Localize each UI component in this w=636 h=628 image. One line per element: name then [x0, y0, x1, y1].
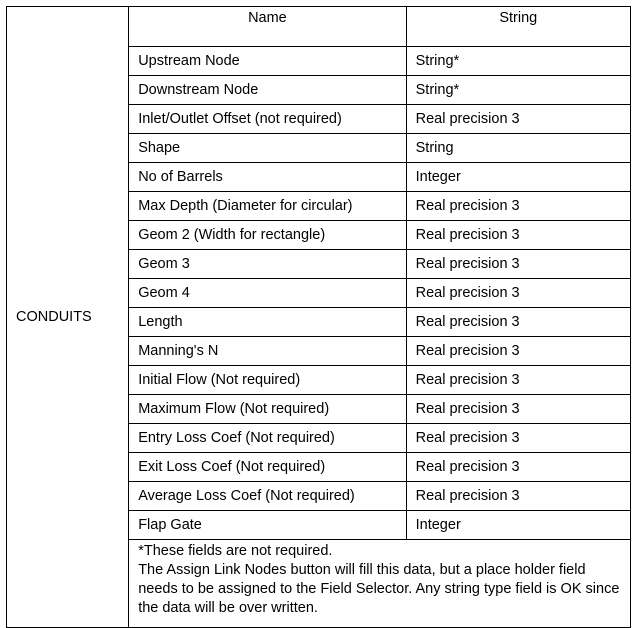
- field-name-cell: Manning's N: [129, 337, 406, 366]
- field-name-cell: Maximum Flow (Not required): [129, 395, 406, 424]
- field-type-cell: Real precision 3: [406, 424, 630, 453]
- note-cell: [129, 540, 631, 628]
- field-name-cell: Shape: [129, 134, 406, 163]
- section-label-conduits: CONDUITS: [7, 7, 129, 628]
- field-type-cell: Real precision 3: [406, 337, 630, 366]
- header-type: String: [406, 7, 630, 47]
- field-type-cell: String*: [406, 76, 630, 105]
- field-name-cell: Upstream Node: [129, 47, 406, 76]
- field-type-cell: Real precision 3: [406, 221, 630, 250]
- note-line-assign-link-nodes: The Assign Link Nodes button will fill this data, but a place holder field needs to be assigned to the Field Selector. Any string type field is OK since the data will be over written.: [138, 562, 620, 616]
- field-name-cell: Flap Gate: [129, 511, 406, 540]
- field-type-cell: Real precision 3: [406, 192, 630, 221]
- field-type-cell: String*: [406, 47, 630, 76]
- header-name: Name: [129, 7, 406, 47]
- field-type-cell: Real precision 3: [406, 105, 630, 134]
- field-name-cell: Average Loss Coef (Not required): [129, 482, 406, 511]
- field-name-cell: Geom 4: [129, 279, 406, 308]
- field-type-cell: Real precision 3: [406, 453, 630, 482]
- field-name-cell: Downstream Node: [129, 76, 406, 105]
- field-type-cell: Integer: [406, 163, 630, 192]
- conduits-field-table: [6, 6, 631, 628]
- field-name-cell: Length: [129, 308, 406, 337]
- field-name-cell: Max Depth (Diameter for circular): [129, 192, 406, 221]
- field-name-cell: Inlet/Outlet Offset (not required): [129, 105, 406, 134]
- field-type-cell: Real precision 3: [406, 395, 630, 424]
- field-name-cell: Initial Flow (Not required): [129, 366, 406, 395]
- field-name-cell: Exit Loss Coef (Not required): [129, 453, 406, 482]
- field-name-cell: Geom 2 (Width for rectangle): [129, 221, 406, 250]
- table-header-row: [7, 7, 631, 47]
- field-type-cell: Real precision 3: [406, 482, 630, 511]
- field-type-cell: Integer: [406, 511, 630, 540]
- field-name-cell: Entry Loss Coef (Not required): [129, 424, 406, 453]
- field-name-cell: Geom 3: [129, 250, 406, 279]
- field-type-cell: Real precision 3: [406, 308, 630, 337]
- field-type-cell: Real precision 3: [406, 250, 630, 279]
- field-type-cell: String: [406, 134, 630, 163]
- field-type-cell: Real precision 3: [406, 279, 630, 308]
- field-type-cell: Real precision 3: [406, 366, 630, 395]
- field-name-cell: No of Barrels: [129, 163, 406, 192]
- note-line-required: *These fields are not required.: [138, 543, 333, 559]
